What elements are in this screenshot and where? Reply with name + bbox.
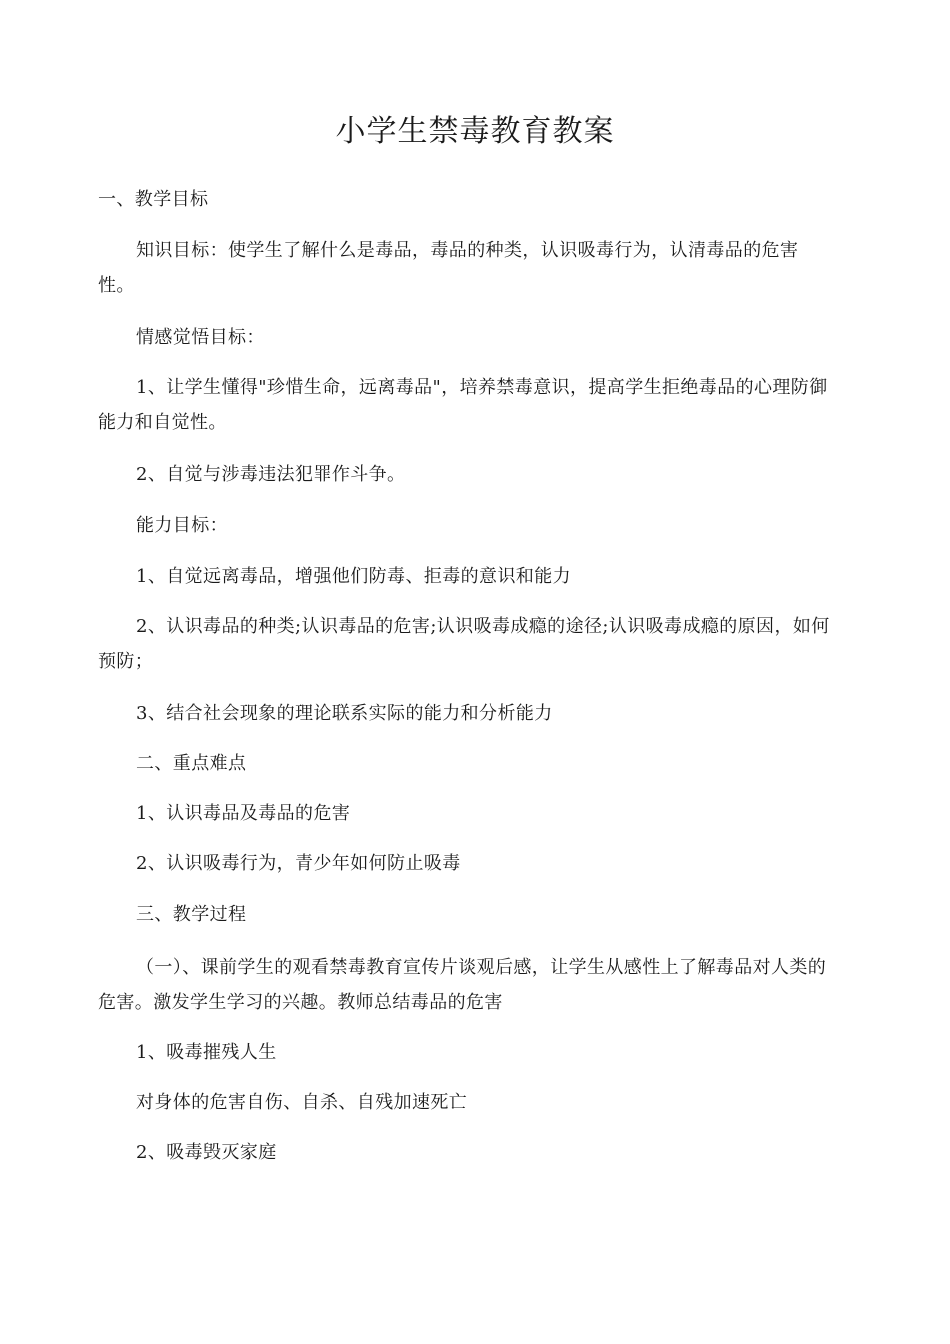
paragraph-emotion-goal-label: 情感觉悟目标：	[136, 327, 265, 348]
paragraph-ability-goal-2: 2、认识毒品的种类;认识毒品的危害;认识吸毒成瘾的途径;认识吸毒成瘾的原因，如何预防；	[98, 616, 830, 672]
section-heading-process: 三、教学过程	[136, 904, 247, 925]
paragraph-emotion-goal-1: 1、让学生懂得"珍惜生命，远离毒品"，培养禁毒意识，提高学生拒绝毒品的心理防御能力和自觉性。	[98, 377, 828, 433]
paragraph-key-point-1: 1、认识毒品及毒品的危害	[136, 803, 351, 824]
paragraph-key-point-2: 2、认识吸毒行为，青少年如何防止吸毒	[136, 853, 461, 874]
paragraph-harm-1-detail: 对身体的危害自伤、自杀、自残加速死亡	[136, 1092, 468, 1113]
paragraph-ability-goal-3: 3、结合社会现象的理论联系实际的能力和分析能力	[136, 703, 553, 724]
paragraph-harm-2: 2、吸毒毁灭家庭	[136, 1142, 277, 1163]
paragraph-process-1: （一）、课前学生的观看禁毒教育宣传片谈观后感，让学生从感性上了解毒品对人类的危害。激发学生学习的兴趣。教师总结毒品的危害	[98, 957, 827, 1013]
paragraph-emotion-goal-2: 2、自觉与涉毒违法犯罪作斗争。	[136, 464, 406, 485]
paragraph-ability-goal-label: 能力目标：	[136, 515, 228, 536]
section-heading-objectives: 一、教学目标	[98, 189, 209, 210]
section-heading-key-points: 二、重点难点	[136, 753, 247, 774]
paragraph-ability-goal-1: 1、自觉远离毒品，增强他们防毒、拒毒的意识和能力	[136, 566, 572, 587]
paragraph-harm-1: 1、吸毒摧残人生	[136, 1042, 277, 1063]
document-title: 小学生禁毒教育教案	[335, 114, 615, 149]
paragraph-knowledge-goal: 知识目标：使学生了解什么是毒品，毒品的种类，认识吸毒行为，认清毒品的危害性。	[98, 240, 799, 296]
